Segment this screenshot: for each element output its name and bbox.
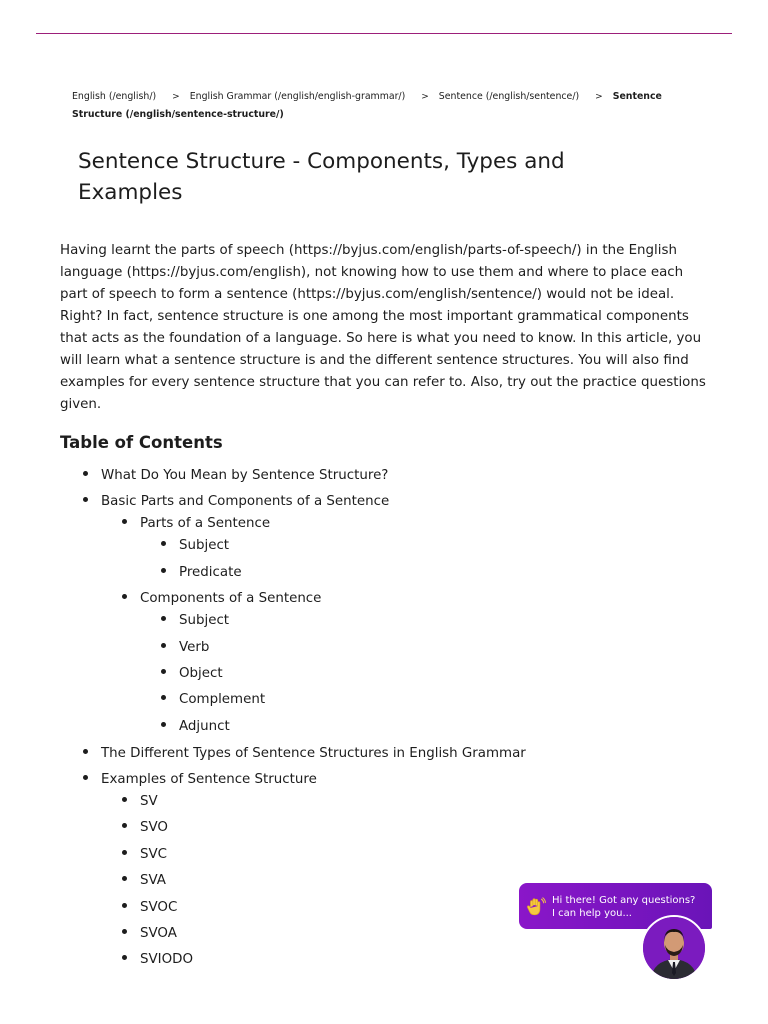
toc-item[interactable]: Basic Parts and Components of a Sentence: [83, 493, 389, 511]
waving-hand-icon: [525, 896, 547, 918]
bullet-icon: [83, 775, 88, 780]
toc-item[interactable]: Complement: [161, 691, 265, 709]
bullet-icon: [122, 929, 127, 934]
toc-item[interactable]: Subject: [161, 537, 229, 555]
bullet-icon: [161, 568, 166, 573]
toc-item[interactable]: SVC: [122, 846, 167, 864]
bullet-icon: [122, 823, 127, 828]
toc-item[interactable]: SVOC: [122, 899, 177, 917]
bullet-icon: [161, 616, 166, 621]
toc-item[interactable]: Examples of Sentence Structure: [83, 771, 317, 789]
toc-item[interactable]: Verb: [161, 639, 209, 657]
chat-agent-avatar[interactable]: [641, 915, 707, 981]
toc-item[interactable]: SV: [122, 793, 158, 811]
bullet-icon: [83, 497, 88, 502]
bullet-icon: [122, 903, 127, 908]
bullet-icon: [122, 519, 127, 524]
toc-item[interactable]: SVA: [122, 872, 166, 890]
chevron-right-icon: >: [595, 92, 603, 102]
bullet-icon: [161, 541, 166, 546]
chat-prompt-line1: Hi there! Got any questions?: [552, 895, 696, 906]
toc-item[interactable]: The Different Types of Sentence Structures in English Grammar: [83, 745, 526, 763]
breadcrumb-current-line2: Structure (/english/sentence-structure/): [72, 109, 284, 120]
bullet-icon: [122, 876, 127, 881]
bullet-icon: [122, 850, 127, 855]
bullet-icon: [161, 643, 166, 648]
toc-item[interactable]: SVIODO: [122, 951, 193, 969]
bullet-icon: [161, 695, 166, 700]
toc-item[interactable]: SVO: [122, 819, 168, 837]
toc-heading: Table of Contents: [60, 433, 223, 452]
toc-item[interactable]: Components of a Sentence: [122, 590, 321, 608]
breadcrumb-sentence[interactable]: Sentence (/english/sentence/): [438, 91, 580, 102]
toc-item[interactable]: Parts of a Sentence: [122, 515, 270, 533]
toc-item[interactable]: Subject: [161, 612, 229, 630]
bullet-icon: [122, 797, 127, 802]
breadcrumb: [72, 88, 702, 123]
bullet-icon: [83, 749, 88, 754]
intro-paragraph: Having learnt the parts of speech (https://byjus.com/english/parts-of-speech/) in the English language (https://byjus.com/english), not knowing how to use them and where to place each part of speech to form a sentence (https://byjus.com/english/sentence/) would not be ideal. Right? In fact, sentence structure is one among the most important grammatical components that acts as the foundation of a language. So here is what you need to know. In this article, you will learn what a sentence structure is and the different sentence structures. You will also find examples for every sentence structure that you can refer to. Also, try out the practice questions given.: [60, 243, 706, 412]
bullet-icon: [122, 594, 127, 599]
chevron-right-icon: >: [421, 92, 429, 102]
breadcrumb-current-line1: Sentence: [612, 91, 662, 102]
bullet-icon: [122, 955, 127, 960]
breadcrumb-english[interactable]: English (/english/): [72, 91, 157, 102]
toc-item[interactable]: What Do You Mean by Sentence Structure?: [83, 467, 388, 485]
bullet-icon: [161, 669, 166, 674]
toc-item[interactable]: SVOA: [122, 925, 177, 943]
chat-prompt-text: [552, 894, 712, 920]
bullet-icon: [83, 471, 88, 476]
toc-item[interactable]: Predicate: [161, 564, 242, 582]
bullet-icon: [161, 722, 166, 727]
page-title: Sentence Structure - Components, Types and Examples: [78, 149, 565, 205]
header-divider: [36, 33, 732, 34]
breadcrumb-english-grammar[interactable]: English Grammar (/english/english-grammar/): [189, 91, 406, 102]
toc-item[interactable]: Adjunct: [161, 718, 230, 736]
agent-portrait-icon: [643, 917, 705, 979]
toc-item[interactable]: Object: [161, 665, 223, 683]
chat-prompt-line2: I can help you...: [552, 908, 632, 919]
chevron-right-icon: >: [172, 92, 180, 102]
